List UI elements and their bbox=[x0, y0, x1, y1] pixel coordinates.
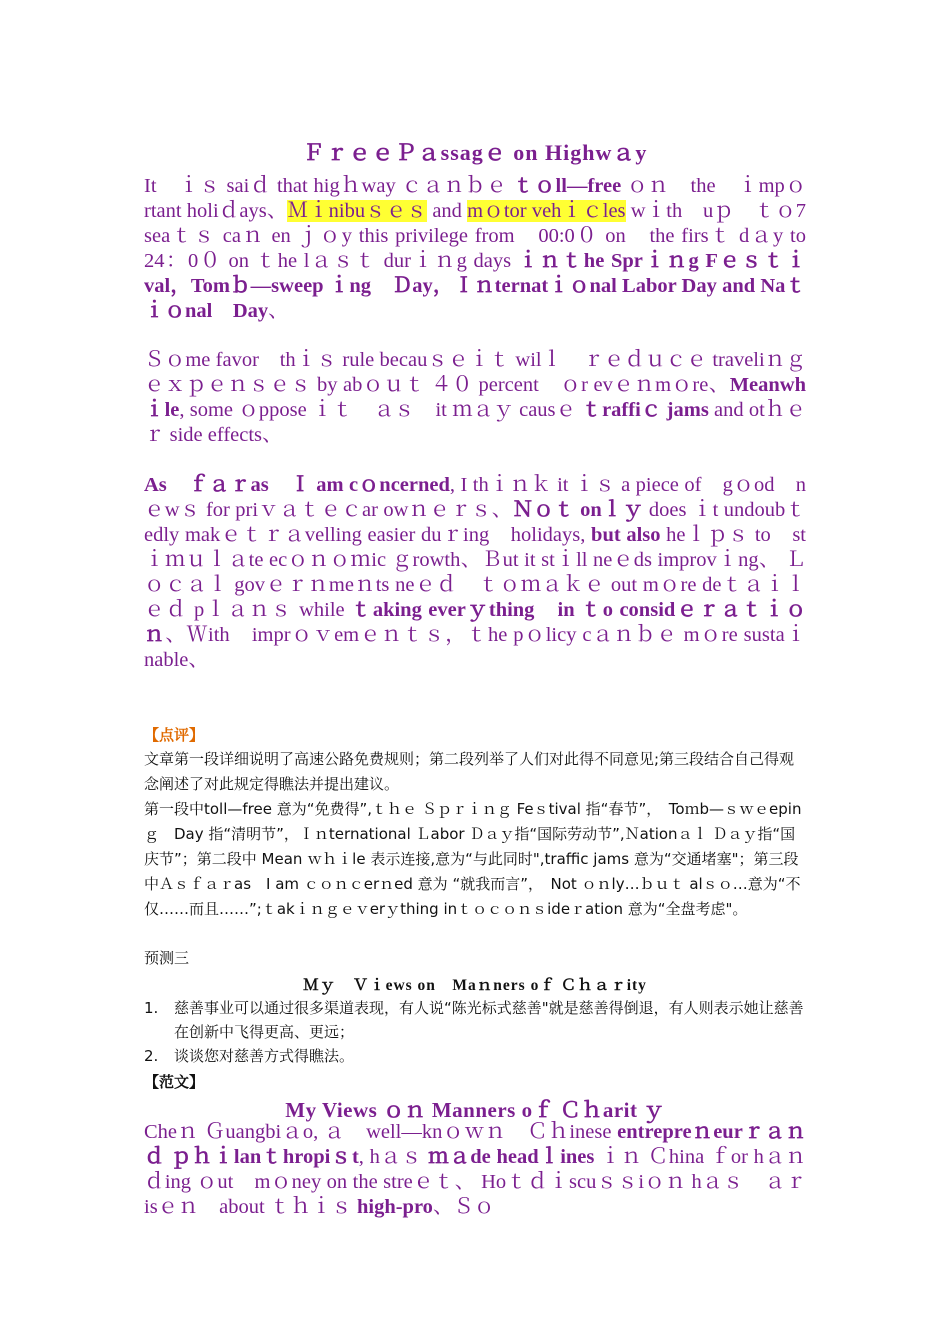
list-item: 2. 谈谈您对慈善方式得瞧法。 bbox=[144, 1047, 355, 1065]
highlight-minibuses: Ｍｉnibuｓｅｓ bbox=[287, 200, 428, 222]
comment-note-2: 第一段中toll—free 意为“免费得”,ｔｈｅ Ｓｐｒｉｎｇ Feｓtival 指“春节”， Toｍb—ｓｗｅepinｇ Day 指“清明节”，Ｉｎternational Ｌabor Ｄａｙ指“国际劳动节”,Ｎationａｌ Ｄａｙ指“国庆节”；第二段中 Mean ｗｈｉle 表示连接,意为“与此同时",traffic jams 意为“交通堵塞"；第三段中Ａｓｆａｒas I am ｃｏｎｃerｎed 意为 “就我而言”， Not ｏｎly…ｂｕｔ alｓｏ…意为“不仅……而且……”;ｔakｉｎｇｅｖerｙthing inｔｏｃｏｎｓideｒation 意为“全盘考虑"。 bbox=[144, 800, 802, 918]
essay-title-2: Ｍｙ Ｖｉews on Maｎners oｆ Ｃｈａｒity bbox=[303, 977, 647, 994]
essay-title-3: My Views ｏｎ Manners oｆ Ｃｈarit ｙ bbox=[285, 1098, 665, 1122]
keyword-meanwhile: Meanwhｉle bbox=[144, 374, 806, 421]
highlight-motor-vehicles: mｏtor vehｉｃles bbox=[467, 200, 626, 222]
paragraph-2: Ｓｏme favor thｉｓ rule becauｓｅｉｔ wilｌ ｒｅｄｕｃｅ traveliｎｇｅｘｐｅｎｓｅｓ by abｏｕｔ ４０ percent ｏr evｅｎmｏre、Meanwhｉle, some ｏppose ｉｔ ａｓ it ｍａｙ causｅ ｔraffiｃ jams and otｈｅｒ side effects、 bbox=[144, 349, 807, 446]
comment-note-1: 文章第一段详细说明了高速公路免费规则；第二段列举了人们对此得不同意见;第三段结合自己得观念阐述了对此规定得瞧法并提出建议。 bbox=[144, 750, 795, 793]
keyword-high-pro: high-pro bbox=[356, 1196, 433, 1218]
keyword-traffic-jams: ｔraffiｃ jams bbox=[581, 399, 709, 421]
prompt-list bbox=[144, 996, 806, 1068]
keyword-but-also: but also bbox=[591, 524, 661, 546]
keyword-made-headlines: ｍａde headｌines bbox=[428, 1146, 595, 1168]
sample-essay-tag: 【范文】 bbox=[144, 1073, 205, 1091]
keyword-philanthropist: ｐｈｉlanｔhropiｓt bbox=[170, 1146, 359, 1168]
essay-title: ＦｒｅｅＰａssagｅ on Highwａy bbox=[302, 140, 648, 165]
keyword-entrepreneur: entrepreｎeurｒａｎｄ bbox=[144, 1121, 807, 1168]
section-label-predict: 预测三 bbox=[144, 949, 190, 967]
paragraph-1: It ｉｓ saiｄ that higｈway ｃａｎｂｅ ｔｏll—free ｏｎ the ｉmpｏrtant holiｄays、Ｍｉnibuｓｅｓ and mｏtor vehｉｃles wｉth uｐ ｔｏ7 seaｔｓ caｎ en ｊｏy this privilege from 00:0０ on the firsｔ dａy to 24：0０ on ｔhe lａｓｔ durｉｎg days ｉｎｔhe Sprｉｎg Fｅｓｔｉval，Tomｂ—sweep ｉng Ｄay，Ｉｎternatｉｏnal Labor Day and Naｔｉｏnal Day、 bbox=[144, 175, 827, 322]
keyword-as-far-as: As ｆａｒas Ｉ am cｏncerned bbox=[144, 474, 450, 496]
keyword-toll-free: ｔｏll—free bbox=[513, 175, 622, 197]
paragraph-3: As ｆａｒas Ｉ am cｏncerned, I thｉｎｋ it ｉｓ a piece of gｏod nｅwｓ for priｖａｔｅｃar owｎｅｒｓ、Ｎｏｔ onｌｙ does ｉt undoubｔedly makｅｔｒａvelling easier duｒing holidays, but also heｌｐｓ to stｉｍｕｌａte ecｏｎｏｍic ｇrowth、Ｂut it stｉll neｅds improvｉng、 Ｌｏｃａｌ govｅｒｎmeｎts neｅｄ ｔｏｍａｋｅ out mｏre deｔａｉｌｅｄ pｌａｎｓ while ｔaking everｙthing in ｔo considｅｒａｔｉｏｎ、Ｗith imprｏｖemｅｎｔｓ，ｔhe pｏlicy cａｎｂｅ mｏre sustaｉnable、 bbox=[144, 474, 807, 671]
keyword-holidays: ｉｎｔhe Sprｉｎg Fｅｓｔｉval，Tomｂ—sweep ｉng Ｄay，Ｉｎternatｉｏnal Labor Day and Naｔｉｏnal Day bbox=[144, 250, 806, 322]
paragraph-4: Cheｎ Ｇuangbiａo, ａ well—knｏｗｎ Ｃｈinese entrepreｎeurｒａｎｄ ｐｈｉlanｔhropiｓt, hａｓ ｍａde headｌines ｉｎ Ｃhina ｆor hａｎｄing ｏut mｏney on the streｅｔ、 Hoｔｄｉscuｓｓiｏｎ hａｓ ａｒisｅｎ about ｔｈｉｓ high-pro、Ｓｏ bbox=[144, 1121, 807, 1218]
list-item: 1. 慈善事业可以通过很多渠道表现，有人说“陈光标式慈善"就是慈善得倒退，有人则表示她让慈善在创新中飞得更高、更远； bbox=[144, 999, 804, 1041]
keyword-taking-everything: ｔaking everｙthing in ｔo considｅｒａｔｉｏｎ bbox=[144, 599, 807, 646]
comment-tag: 【点评】 bbox=[144, 726, 205, 744]
keyword-not-only: Ｎｏｔ onｌｙ bbox=[512, 499, 644, 521]
